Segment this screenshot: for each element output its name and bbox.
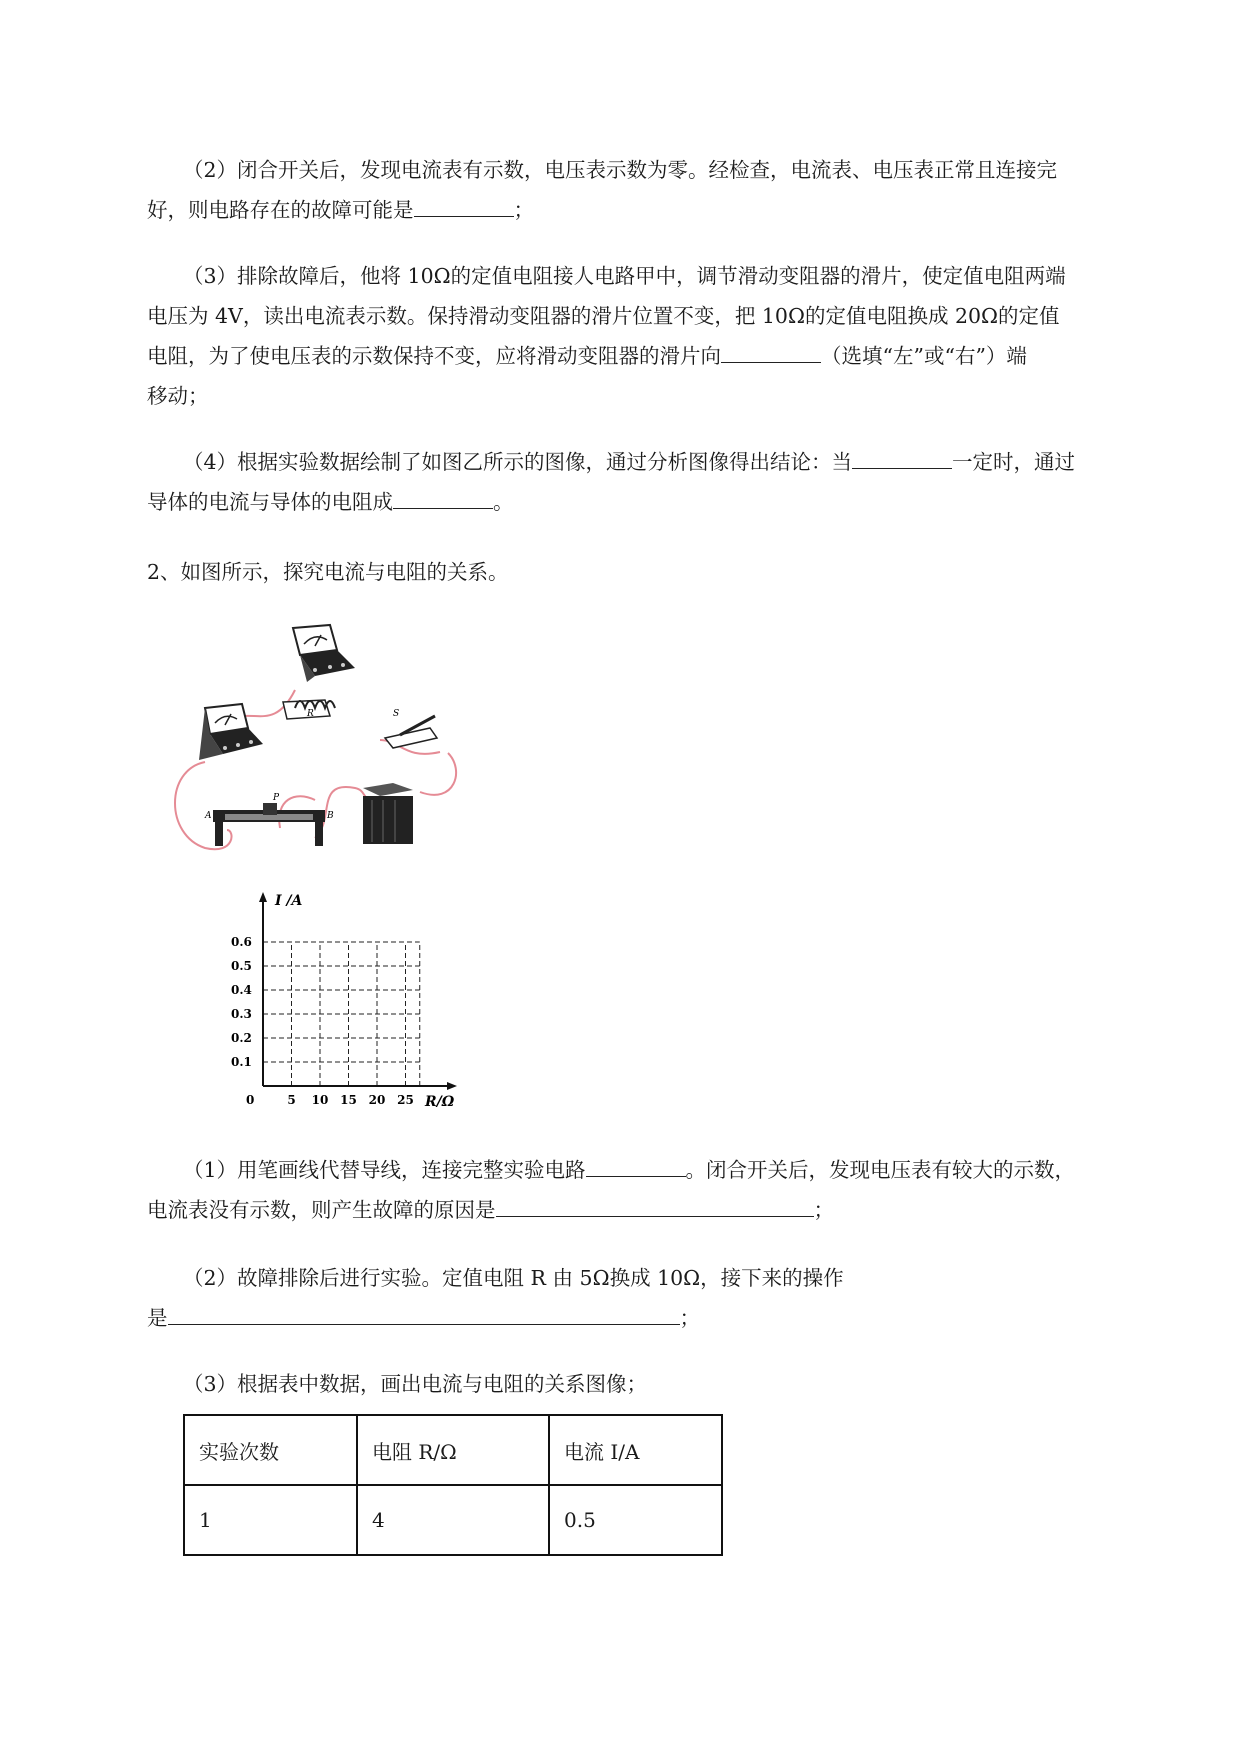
- q1-part3-line4: 移动；: [147, 384, 209, 408]
- table-header-row: [184, 1415, 722, 1485]
- answer-blank[interactable]: [414, 190, 514, 217]
- origin-label: 0: [246, 1093, 255, 1107]
- x-axis-arrow: [447, 1082, 457, 1090]
- switch-icon: [385, 709, 437, 748]
- resistor-icon: [283, 700, 335, 719]
- x-tick-labels: [287, 1093, 414, 1107]
- x-tick-label: 20: [368, 1093, 386, 1107]
- q2-title: [147, 552, 1157, 592]
- rheostat-icon: [204, 793, 334, 846]
- q2-title-text: 2、如图所示，探究电流与电阻的关系。: [147, 560, 509, 584]
- q1-part4-line1: （4）根据实验数据绘制了如图乙所示的图像，通过分析图像得出结论：当: [183, 450, 853, 474]
- label-P: P: [273, 793, 280, 803]
- wire: [420, 753, 456, 795]
- q1-part3-line2: 电压为 4V，读出电流表示数。保持滑动变阻器的滑片位置不变，把 10Ω的定值电阻换成 20Ω的定值: [147, 304, 1060, 328]
- answer-blank[interactable]: [721, 336, 821, 363]
- y-tick-label: 0.1: [231, 1055, 252, 1069]
- y-tick-label: 0.2: [231, 1031, 252, 1045]
- q2-part3-line1: （3）根据表中数据，画出电流与电阻的关系图像；: [183, 1372, 648, 1396]
- q1-part2: [147, 150, 1157, 230]
- label-A: A: [205, 811, 212, 821]
- ammeter-icon: [199, 704, 263, 760]
- punct: ；: [813, 1198, 834, 1222]
- table-cell: 0.5: [549, 1485, 722, 1555]
- punct: ；: [679, 1306, 700, 1330]
- table-header-cell: 电流 I/A: [549, 1415, 722, 1485]
- q2-part2-line2: 是: [147, 1306, 168, 1330]
- q1-part2-line1: （2）闭合开关后，发现电流表有示数，电压表示数为零。经检查，电流表、电压表正常且连接完: [183, 158, 1058, 182]
- blank-graph: [225, 890, 465, 1115]
- q1-part3-line1: （3）排除故障后，他将 10Ω的定值电阻接人电路甲中，调节滑动变阻器的滑片，使定值电阻两端: [183, 264, 1066, 288]
- y-tick-label: 0.6: [231, 935, 252, 949]
- table-cell: 4: [357, 1485, 549, 1555]
- voltmeter-icon: [293, 625, 355, 682]
- q1-part2-line2: 好，则电路存在的故障可能是: [147, 198, 414, 222]
- y-tick-label: 0.4: [231, 983, 252, 997]
- circuit-figure: [165, 620, 475, 865]
- q2-part3: [147, 1364, 1157, 1404]
- y-axis-label: I /A: [275, 893, 303, 909]
- q1-part3-line3: 电阻，为了使电压表的示数保持不变，应将滑动变阻器的滑片向: [147, 344, 721, 368]
- answer-blank[interactable]: [852, 442, 952, 469]
- punct: ；: [513, 198, 534, 222]
- x-axis-label: R/Ω: [425, 1094, 455, 1110]
- q1-part4-line2: 导体的电流与导体的电阻成: [147, 490, 393, 514]
- y-tick-labels: [231, 935, 252, 1069]
- answer-blank[interactable]: [393, 482, 493, 509]
- q2-part1-line2: 电流表没有示数，则产生故障的原因是: [147, 1198, 496, 1222]
- q1-part3: [147, 256, 1157, 416]
- table-row: [184, 1485, 722, 1555]
- graph-grid: [263, 942, 420, 1086]
- y-tick-label: 0.5: [231, 959, 252, 973]
- q2-part1-line1-end: 。闭合开关后，发现电压表有较大的示数，: [685, 1158, 1076, 1182]
- y-tick-label: 0.3: [231, 1007, 252, 1021]
- x-tick-label: 15: [340, 1093, 357, 1107]
- battery-icon: [363, 783, 413, 844]
- wire: [175, 762, 232, 849]
- label-R: R: [307, 709, 314, 719]
- x-tick-label: 25: [397, 1093, 414, 1107]
- answer-blank[interactable]: [496, 1190, 814, 1217]
- label-B: B: [327, 811, 334, 821]
- table-header-cell: 实验次数: [184, 1415, 357, 1485]
- q2-part2-line1: （2）故障排除后进行实验。定值电阻 R 由 5Ω换成 10Ω，接下来的操作: [183, 1266, 844, 1290]
- table-cell: 1: [184, 1485, 357, 1555]
- punct: 。: [493, 490, 514, 514]
- q2-part1: [147, 1150, 1157, 1230]
- q2-part2: [147, 1258, 1157, 1338]
- x-tick-label: 5: [287, 1093, 296, 1107]
- y-axis-arrow: [259, 892, 267, 902]
- answer-blank[interactable]: [586, 1150, 686, 1177]
- table-header-cell: 电阻 R/Ω: [357, 1415, 549, 1485]
- label-S: S: [393, 709, 400, 719]
- q1-part3-line3-end: （选填“左”或“右”）端: [821, 344, 1027, 368]
- q1-part4-line1-end: 一定时，通过: [952, 450, 1076, 474]
- data-table: [183, 1414, 723, 1556]
- q1-part4: [147, 442, 1157, 522]
- x-tick-label: 10: [311, 1093, 329, 1107]
- q2-part1-line1: （1）用笔画线代替导线，连接完整实验电路: [183, 1158, 586, 1182]
- answer-blank[interactable]: [168, 1298, 680, 1325]
